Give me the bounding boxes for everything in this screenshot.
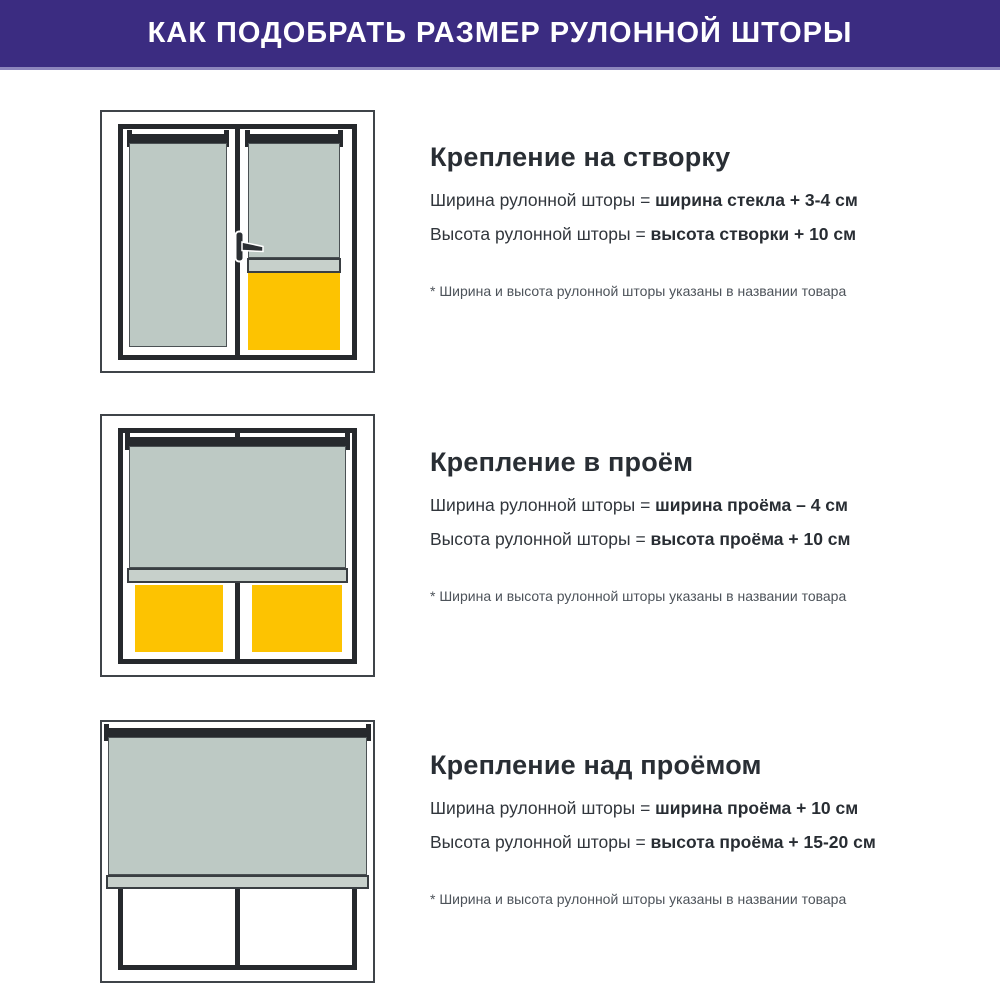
formula-width-label: Ширина рулонной шторы = xyxy=(430,190,656,210)
formula-width-label: Ширина рулонной шторы = xyxy=(430,798,656,818)
section-text-opening xyxy=(430,447,975,622)
formula-width-label: Ширина рулонной шторы = xyxy=(430,495,656,515)
section-title: Крепление над проёмом xyxy=(430,750,762,780)
section-text-sash xyxy=(430,142,975,317)
formula-height-label: Высота рулонной шторы = xyxy=(430,832,651,852)
formula-height-value: высота проёма + 10 см xyxy=(650,529,851,549)
formula-height xyxy=(430,832,876,853)
roller-bottom-bar xyxy=(106,875,369,889)
formula-height-value: высота створки + 10 см xyxy=(650,224,857,244)
roller-bottom-bar xyxy=(127,568,348,583)
formula-width xyxy=(430,798,858,819)
section-text-above-opening xyxy=(430,750,975,925)
formula-width-value: ширина проёма + 10 см xyxy=(655,798,859,818)
window-handle-icon xyxy=(234,230,266,266)
header-title: КАК ПОДОБРАТЬ РАЗМЕР РУЛОННОЙ ШТОРЫ xyxy=(147,17,853,49)
roller-fabric xyxy=(129,143,227,347)
roller-bar xyxy=(247,134,341,143)
formula-width-value: ширина стекла + 3-4 см xyxy=(655,190,858,210)
footnote: * Ширина и высота рулонной шторы указаны в названии товара xyxy=(430,283,847,299)
formula-width-value: ширина проёма – 4 см xyxy=(655,495,848,515)
roller-bar xyxy=(129,134,227,143)
formula-height-label: Высота рулонной шторы = xyxy=(430,224,651,244)
footnote: * Ширина и высота рулонной шторы указаны в названии товара xyxy=(430,891,847,907)
formula-height xyxy=(430,529,850,550)
formula-height xyxy=(430,224,856,245)
footnote: * Ширина и высота рулонной шторы указаны в названии товара xyxy=(430,588,847,604)
section-title: Крепление на створку xyxy=(430,142,731,172)
glass-area xyxy=(252,585,342,652)
section-title: Крепление в проём xyxy=(430,447,694,477)
glass-area xyxy=(248,273,340,350)
formula-width xyxy=(430,495,848,516)
window-illustration-above-opening-mount xyxy=(100,720,375,983)
roller-fabric xyxy=(129,446,346,568)
roller-fabric xyxy=(108,737,367,875)
roller-bar xyxy=(127,437,348,446)
roller-bar xyxy=(106,728,369,737)
formula-width xyxy=(430,190,858,211)
formula-height-label: Высота рулонной шторы = xyxy=(430,529,651,549)
window-illustration-opening-mount xyxy=(100,414,375,677)
formula-height-value: высота проёма + 15-20 см xyxy=(650,832,876,852)
glass-area xyxy=(135,585,223,652)
window-illustration-sash-mount xyxy=(100,110,375,373)
header-bar xyxy=(0,0,1000,70)
